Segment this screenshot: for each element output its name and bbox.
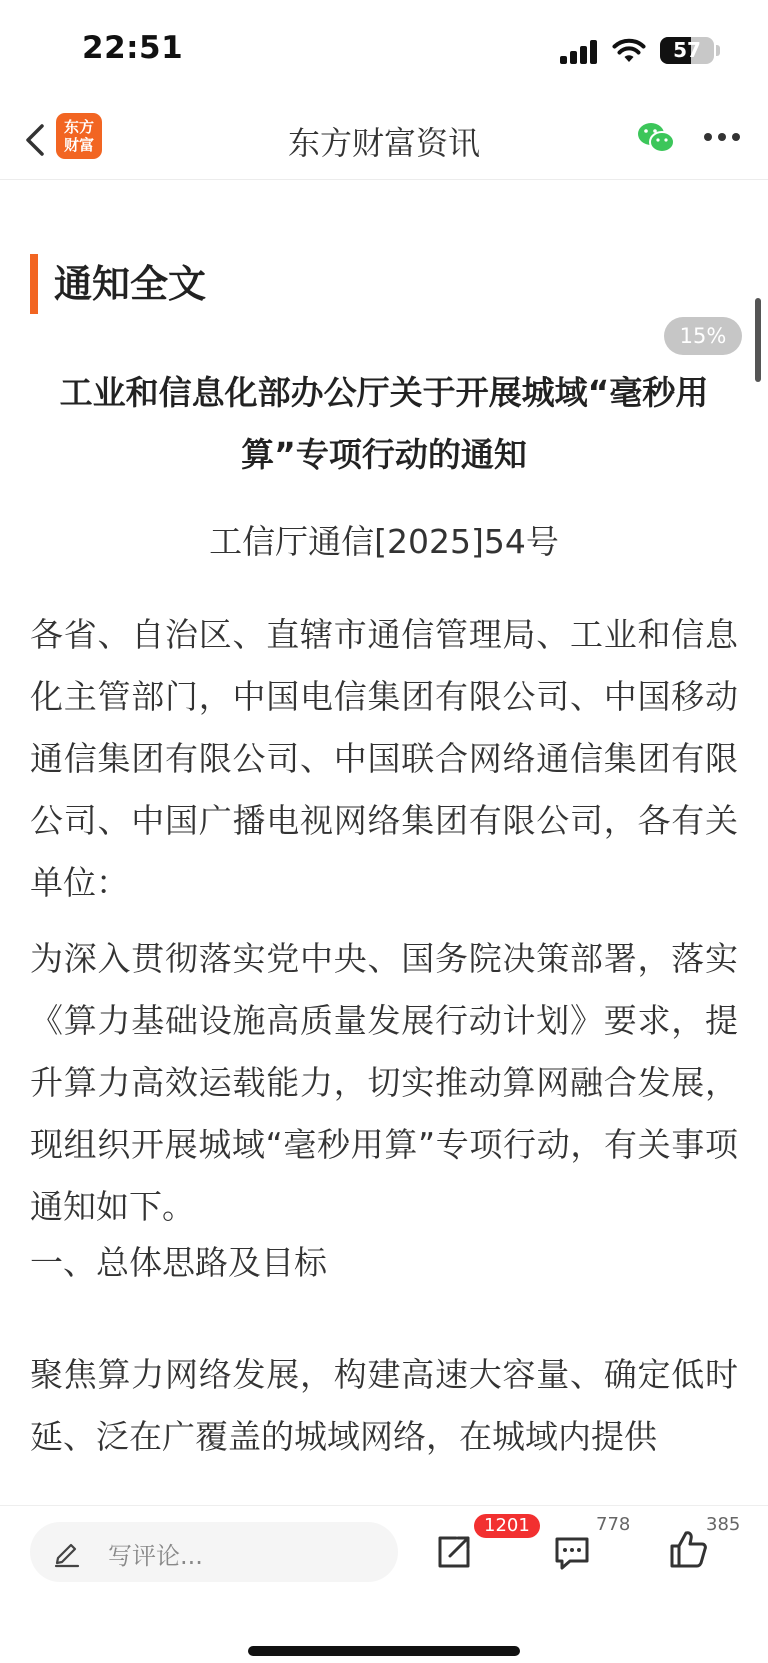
battery-icon [660, 37, 714, 64]
bottom-action-bar [0, 1505, 768, 1663]
status-time: 22:51 [82, 30, 184, 66]
wifi-icon [612, 36, 646, 64]
share-icon[interactable] [434, 1532, 474, 1572]
document-number: 工信厅通信[2025]54号 [209, 522, 559, 561]
battery-nub [716, 45, 720, 56]
paragraph-body: 聚焦算力网络发展，构建高速大容量、确定低时延、泛在广覆盖的城域网络，在城域内提供 [30, 1355, 738, 1456]
comment-count: 778 [596, 1514, 631, 1535]
section-title: 通知全文 [30, 254, 206, 314]
page-title: 东方财富资讯 [287, 124, 480, 162]
paragraph-heading: 一、总体思路及目标 [30, 1243, 327, 1282]
article-content [0, 180, 768, 1505]
comment-icon[interactable] [552, 1532, 592, 1572]
share-count-badge: 1201 [474, 1514, 540, 1538]
more-icon[interactable] [704, 133, 746, 143]
signal-icon [560, 40, 600, 64]
wechat-icon[interactable] [636, 120, 676, 156]
like-count: 385 [706, 1514, 741, 1535]
home-indicator[interactable] [248, 1646, 520, 1656]
comment-input[interactable] [30, 1522, 398, 1582]
document-title: 工业和信息化部办公厅关于开展城域“毫秒用算”专项行动的通知 [59, 373, 709, 474]
paragraph-intro: 为深入贯彻落实党中央、国务院决策部署，落实《算力基础设施高质量发展行动计划》要求，提升算力高效运载能力，切实推动算网融合发展，现组织开展城域“毫秒用算”专项行动，有关事项通知如下。 [30, 939, 738, 1226]
thumbs-up-icon[interactable] [668, 1528, 710, 1570]
status-bar [0, 0, 768, 100]
paragraph-recipients: 各省、自治区、直辖市通信管理局、工业和信息化主管部门，中国电信集团有限公司、中国移动通信集团有限公司、中国联合网络通信集团有限公司、中国广播电视网络集团有限公司，各有关单位： [30, 615, 738, 902]
nav-bar [0, 100, 768, 180]
comment-placeholder: 写评论... [108, 1542, 203, 1570]
pencil-icon [52, 1536, 82, 1568]
battery-percent: 57 [673, 38, 701, 62]
read-progress-badge: 15% [664, 317, 742, 355]
app-logo[interactable]: 东方 财富 [56, 113, 102, 159]
scrollbar-thumb[interactable] [755, 298, 761, 382]
